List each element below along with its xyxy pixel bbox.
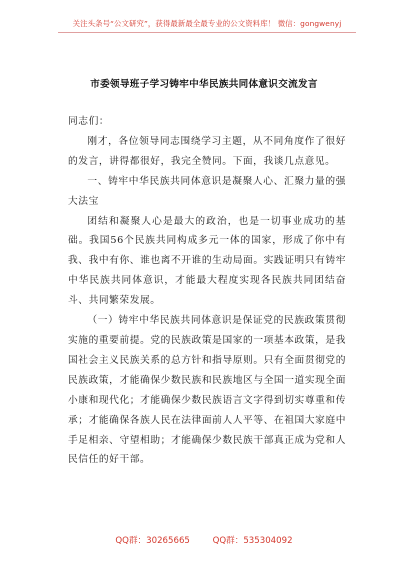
- document-body: [68, 112, 346, 470]
- footer-contact: [0, 534, 408, 546]
- paragraph: （一）铸牢中华民族共同体意识是保证党的民族政策贯彻实施的重要前提。党的民族政策是国家的一项基本政策，是我国社会主义民族关系的总方针和指导原则。只有全面贯彻党的民族政策，才能确保少数民族和民族地区与全国一道实现全面小康和现代化；才能确保少数民族语言文字得到切实尊重和传承；才能确保各族人民在法律面前人人平等、在祖国大家庭中手足相亲、守望相助；才能确保少数民族干部真正成为党和人民信任的好干部。: [68, 315, 346, 466]
- paragraph: 团结和凝聚人心是最大的政治，也是一切事业成功的基础。我国56个民族共同构成多元一体的国家，形成了你中有我、我中有你、谁也离不开谁的生动局面。实践证明只有铸牢中华民族共同体意识，才能最大程度实现各民族共同团结奋斗、共同繁荣发展。: [68, 215, 346, 307]
- document-title: 市委领导班子学习铸牢中华民族共同体意识交流发言: [90, 79, 318, 90]
- qq-group-1: QQ群：30265665: [115, 536, 190, 546]
- paragraph: 刚才，各位领导同志围绕学习主题，从不同角度作了很好的发言，讲得都很好，我完全赞同。下面，我谈几点意见。: [68, 135, 346, 167]
- qq-group-2: QQ群：535304092: [212, 536, 293, 546]
- header-divider: [58, 32, 356, 33]
- section-heading: 一、铸牢中华民族共同体意识是凝聚人心、汇聚力量的强大法宝: [68, 175, 346, 207]
- salutation: 同志们：: [68, 116, 110, 127]
- header-notice: 关注头条号“公文研究”，获得最新最全最专业的公文资料库！ 微信：gongwenyj: [72, 19, 342, 28]
